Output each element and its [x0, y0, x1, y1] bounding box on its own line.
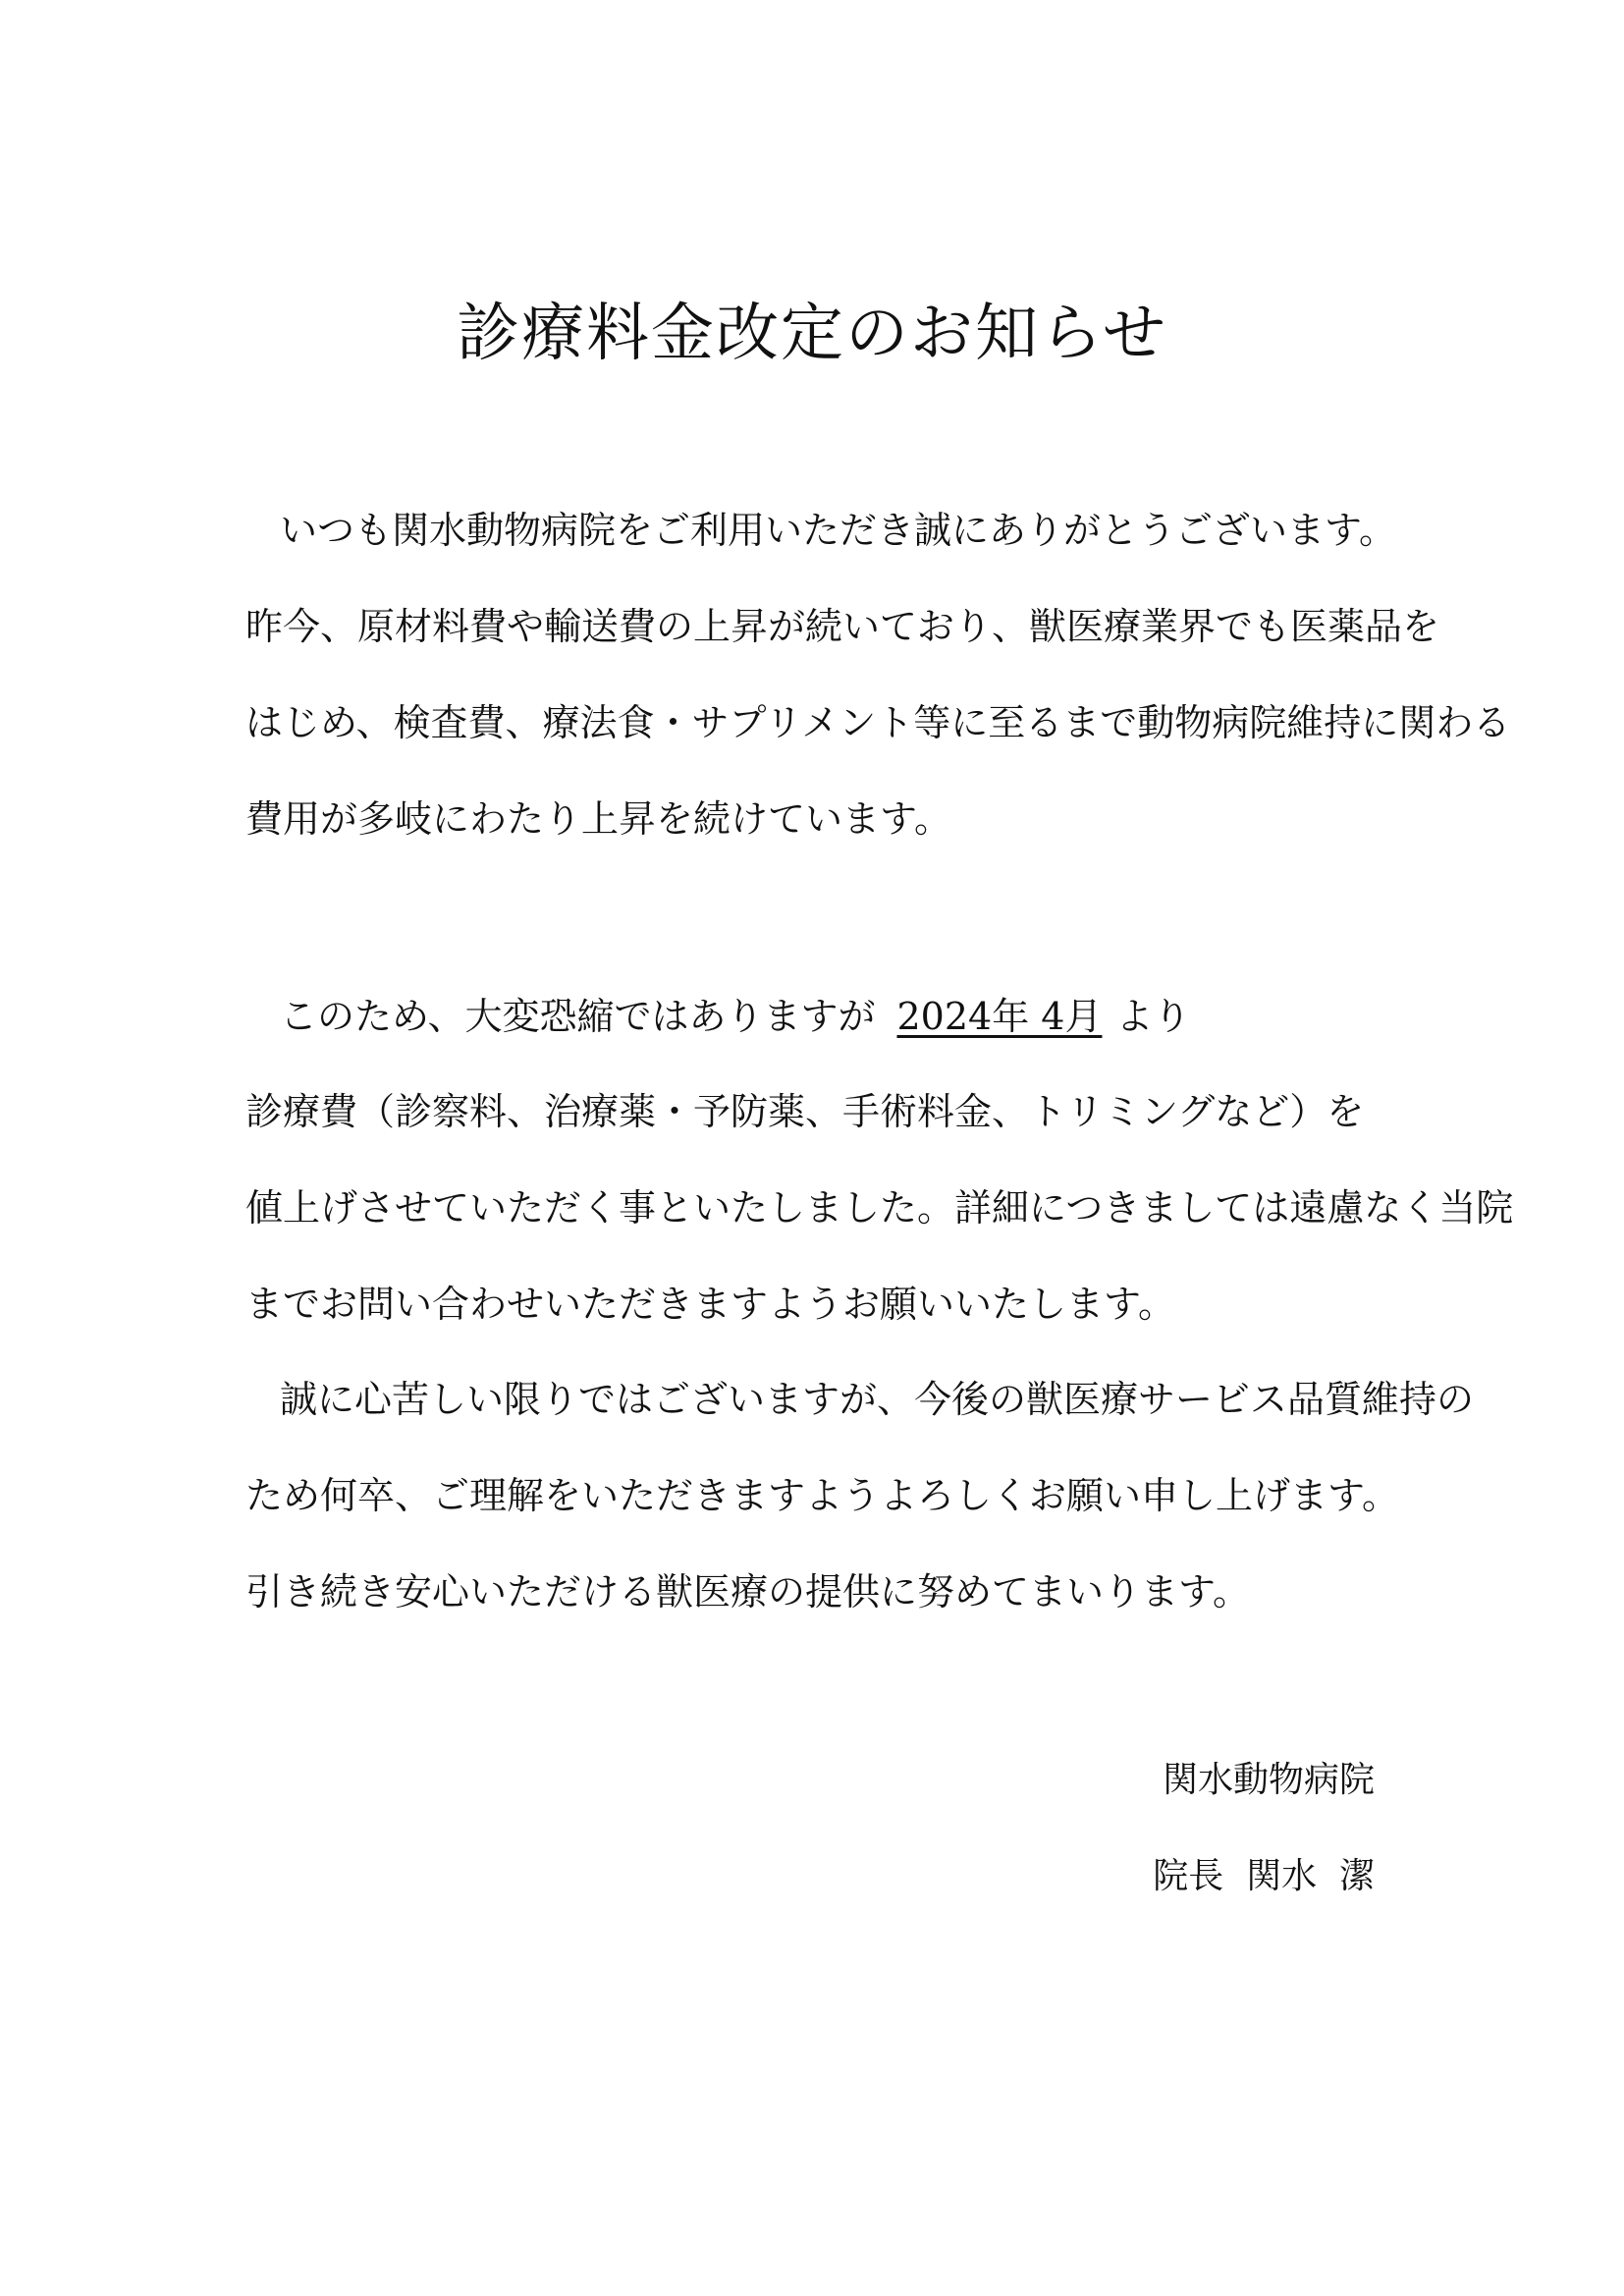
document-title: 診療料金改定のお知らせ	[456, 298, 1168, 370]
paragraph2-intro: このため、大変恐縮ではありますが	[280, 995, 876, 1038]
paragraph2-line-3: 値上げさせていただく事といたしました。詳細につきましては遠慮なく当院	[245, 1186, 1514, 1230]
paragraph3-line-3: 引き続き安心いただける獣医療の提供に努めてまいります。	[245, 1570, 1250, 1613]
paragraph1-line-4: 費用が多岐にわたり上昇を続けています。	[245, 797, 951, 841]
paragraph3-line-1: 誠に心苦しい限りではございますが、今後の獣医療サービス品質維持の	[280, 1378, 1475, 1421]
paragraph1-line-1: いつも関水動物病院をご利用いただき誠にありがとうございます。	[280, 509, 1396, 552]
paragraph2-line-2: 診療費（診察料、治療薬・予防薬、手術料金、トリミングなど）を	[245, 1090, 1365, 1133]
revision-date: 2024年 4月	[896, 995, 1103, 1038]
signature-clinic-name: 関水動物病院	[1162, 1760, 1375, 1800]
paragraph2-line-4: までお問い合わせいただきますようお願いいたします。	[245, 1283, 1175, 1326]
signature-director: 院長 関水 潔	[1153, 1856, 1375, 1896]
paragraph1-line-2: 昨今、原材料費や輸送費の上昇が続いており、獣医療業界でも医薬品を	[245, 605, 1440, 648]
paragraph3-line-2: ため何卒、ご理解をいただきますようよろしくお願い申し上げます。	[245, 1474, 1399, 1517]
paragraph2-intro-line	[280, 992, 1190, 1041]
paragraph2-after-date: より	[1115, 995, 1191, 1038]
paragraph1-line-3: はじめ、検査費、療法食・サプリメント等に至るまで動物病院維持に関わる	[245, 701, 1511, 744]
